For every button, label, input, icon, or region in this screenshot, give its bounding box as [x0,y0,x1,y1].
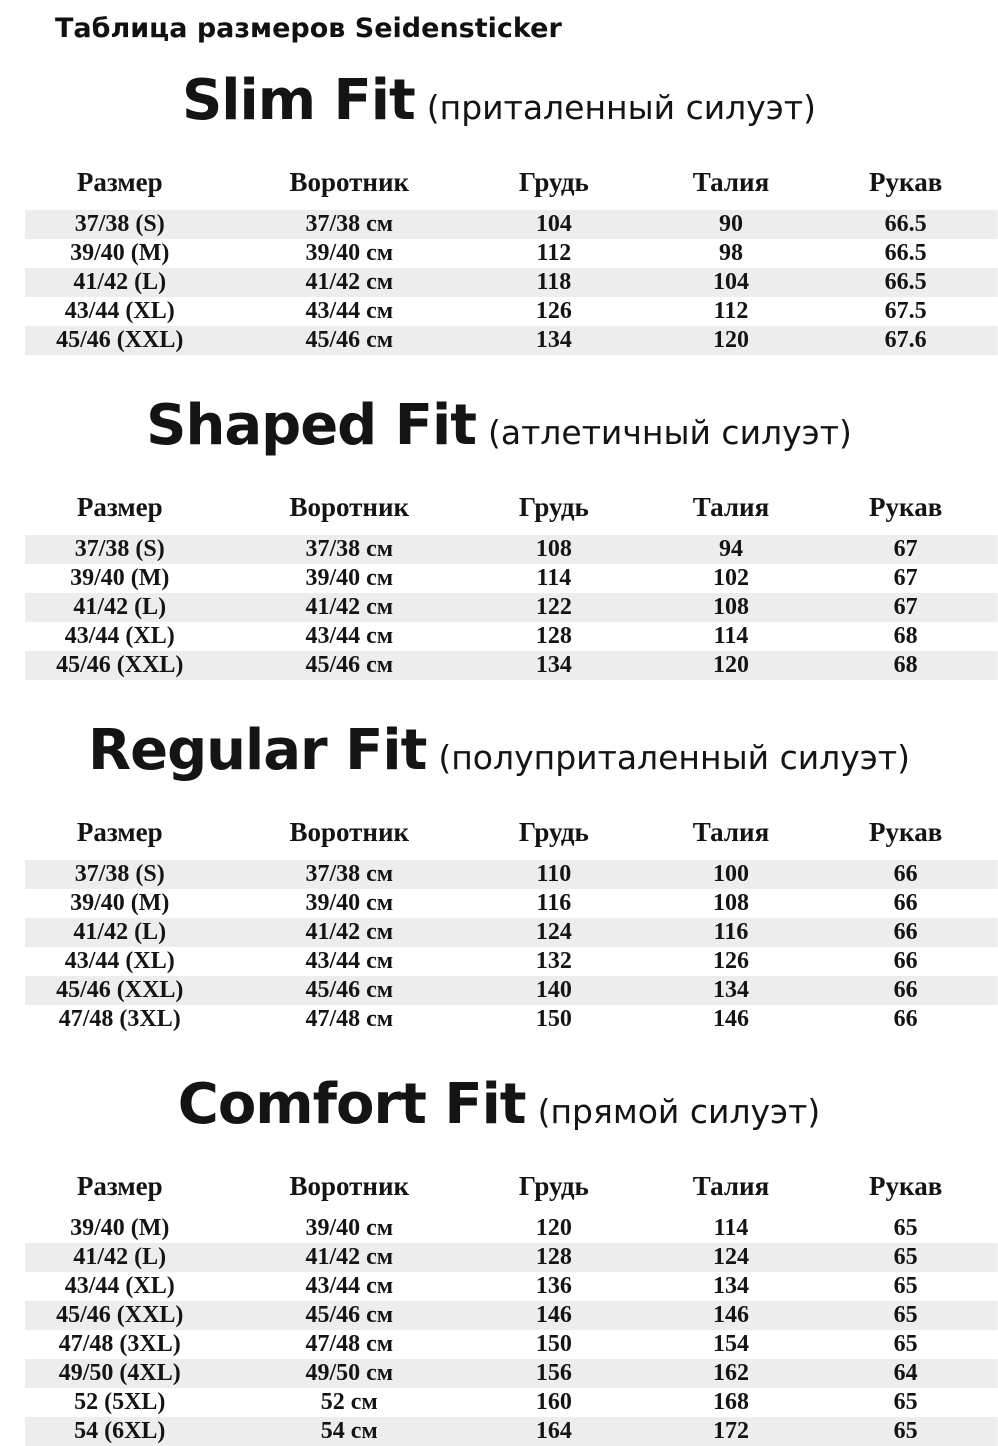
cell-chest: 156 [535,1360,572,1386]
col-header-size: Размер [76,492,163,522]
col-header-size: Размер [76,167,163,197]
cell-chest: 146 [535,1302,572,1328]
cell-sleeve: 65 [893,1389,918,1415]
cell-waist: 120 [713,652,749,678]
table-row [0,1359,998,1388]
cell-chest: 134 [535,652,572,678]
cell-waist: 126 [713,948,749,974]
cell-collar: 43/44 см [305,948,394,974]
cell-sleeve: 67 [893,536,918,562]
cell-size: 37/38 (S) [74,861,165,887]
cell-size: 45/46 (XXL) [56,327,184,353]
cell-sleeve: 65 [893,1331,918,1357]
col-header-waist: Талия [692,167,770,197]
fit-subtitle: (полуприталенный силуэт) [438,738,910,777]
cell-chest: 128 [535,1244,572,1270]
col-header-chest: Грудь [518,817,589,847]
cell-waist: 94 [719,536,743,562]
fit-name: Shaped Fit [146,393,476,458]
shaped-fit-table [0,473,998,680]
cell-sleeve: 68 [893,652,918,678]
col-header-waist: Талия [692,817,770,847]
table-row [0,535,998,564]
table-row [0,1330,998,1359]
header-row [0,473,998,535]
cell-sleeve: 66.5 [884,211,927,237]
cell-size: 41/42 (L) [73,594,167,620]
comfort-fit-title [0,1068,998,1152]
cell-size: 43/44 (XL) [64,623,175,649]
cell-waist: 120 [713,327,749,353]
col-header-collar: Воротник [289,492,410,522]
cell-collar: 52 см [320,1389,378,1415]
cell-chest: 164 [535,1418,572,1444]
header-row [0,1152,998,1214]
cell-waist: 168 [713,1389,749,1415]
col-header-sleeve: Рукав [869,167,943,197]
cell-collar: 43/44 см [305,298,394,324]
cell-size: 45/46 (XXL) [56,1302,184,1328]
table-row [0,326,998,355]
cell-collar: 49/50 см [305,1360,394,1386]
cell-sleeve: 65 [893,1215,918,1241]
cell-collar: 45/46 см [305,1302,394,1328]
cell-waist: 108 [713,594,749,620]
cell-size: 54 (6XL) [74,1418,166,1444]
table-row [0,210,998,239]
cell-chest: 118 [536,269,572,295]
cell-sleeve: 64 [893,1360,918,1386]
cell-chest: 114 [536,565,572,591]
cell-size: 43/44 (XL) [64,1273,175,1299]
cell-collar: 39/40 см [305,240,394,266]
section-comfort-fit [0,1068,998,1446]
fit-subtitle: (прямой силуэт) [537,1092,821,1131]
cell-sleeve: 67 [893,594,918,620]
fit-subtitle: (приталенный силуэт) [426,88,817,127]
cell-collar: 37/38 см [305,861,394,887]
table-row [0,1005,998,1034]
col-header-collar: Воротник [289,1171,410,1201]
cell-waist: 146 [713,1006,749,1032]
cell-waist: 162 [713,1360,749,1386]
cell-waist: 146 [713,1302,749,1328]
cell-waist: 104 [713,269,749,295]
cell-collar: 41/42 см [305,919,394,945]
cell-sleeve: 66 [893,1006,918,1032]
cell-waist: 134 [713,977,749,1003]
table-row [0,268,998,297]
cell-collar: 37/38 см [305,211,394,237]
cell-size: 39/40 (M) [70,890,170,916]
section-shaped-fit [0,389,998,680]
cell-sleeve: 66 [893,861,918,887]
col-header-waist: Талия [692,1171,770,1201]
fit-name: Comfort Fit [177,1072,526,1137]
cell-chest: 108 [535,536,572,562]
cell-chest: 140 [535,977,572,1003]
cell-collar: 47/48 см [305,1006,394,1032]
table-row [0,1301,998,1330]
cell-chest: 136 [535,1273,572,1299]
cell-waist: 154 [713,1331,749,1357]
cell-waist: 124 [713,1244,749,1270]
comfort-fit-table [0,1152,998,1446]
cell-chest: 126 [535,298,572,324]
cell-collar: 43/44 см [305,1273,394,1299]
table-row [0,1243,998,1272]
cell-waist: 98 [719,240,743,266]
cell-chest: 132 [535,948,572,974]
col-header-chest: Грудь [518,492,589,522]
col-header-sleeve: Рукав [869,1171,943,1201]
fit-name: Slim Fit [181,68,415,133]
cell-chest: 110 [536,861,572,887]
cell-size: 43/44 (XL) [64,298,175,324]
cell-sleeve: 66 [893,890,918,916]
cell-collar: 45/46 см [305,977,394,1003]
cell-sleeve: 67.5 [884,298,927,324]
cell-size: 49/50 (4XL) [58,1360,181,1386]
col-header-waist: Талия [692,492,770,522]
cell-sleeve: 66 [893,919,918,945]
cell-chest: 150 [535,1006,572,1032]
cell-waist: 102 [713,565,749,591]
cell-sleeve: 65 [893,1273,918,1299]
cell-sleeve: 67.6 [884,327,927,353]
col-header-chest: Грудь [518,167,589,197]
cell-collar: 37/38 см [305,536,394,562]
shaped-fit-title [0,389,998,473]
cell-size: 45/46 (XXL) [56,652,184,678]
col-header-sleeve: Рукав [869,817,943,847]
cell-size: 43/44 (XL) [64,948,175,974]
cell-size: 37/38 (S) [74,211,165,237]
cell-chest: 160 [535,1389,572,1415]
cell-chest: 122 [535,594,572,620]
cell-size: 37/38 (S) [74,536,165,562]
cell-waist: 114 [713,623,749,649]
cell-waist: 172 [713,1418,749,1444]
table-row [0,860,998,889]
cell-sleeve: 67 [893,565,918,591]
cell-collar: 43/44 см [305,623,394,649]
cell-collar: 54 см [320,1418,378,1444]
slim-fit-table [0,148,998,355]
regular-fit-table [0,798,998,1034]
table-row [0,1417,998,1446]
table-row [0,239,998,268]
header-row [0,148,998,210]
cell-collar: 45/46 см [305,652,394,678]
cell-size: 39/40 (M) [70,1215,170,1241]
cell-size: 41/42 (L) [73,1244,167,1270]
cell-collar: 47/48 см [305,1331,394,1357]
cell-chest: 134 [535,327,572,353]
table-row [0,976,998,1005]
cell-chest: 120 [535,1215,572,1241]
cell-collar: 41/42 см [305,594,394,620]
table-row [0,297,998,326]
cell-size: 52 (5XL) [74,1389,166,1415]
cell-collar: 39/40 см [305,890,394,916]
cell-size: 39/40 (M) [70,565,170,591]
cell-collar: 45/46 см [305,327,394,353]
cell-waist: 116 [713,919,749,945]
table-row [0,622,998,651]
cell-chest: 150 [535,1331,572,1357]
cell-sleeve: 66.5 [884,240,927,266]
fit-name: Regular Fit [87,718,427,783]
cell-chest: 128 [535,623,572,649]
cell-chest: 112 [536,240,572,266]
cell-collar: 41/42 см [305,269,394,295]
cell-waist: 100 [713,861,749,887]
section-slim-fit [0,64,998,355]
cell-collar: 39/40 см [305,1215,394,1241]
cell-collar: 39/40 см [305,565,394,591]
table-row [0,564,998,593]
col-header-collar: Воротник [289,817,410,847]
cell-waist: 90 [719,211,743,237]
table-row [0,1272,998,1301]
cell-size: 45/46 (XXL) [56,977,184,1003]
col-header-size: Размер [76,1171,163,1201]
slim-fit-title [0,64,998,148]
table-row [0,918,998,947]
cell-waist: 114 [713,1215,749,1241]
col-header-sleeve: Рукав [869,492,943,522]
cell-chest: 116 [536,890,572,916]
cell-waist: 108 [713,890,749,916]
cell-sleeve: 66.5 [884,269,927,295]
cell-chest: 124 [535,919,572,945]
table-row [0,947,998,976]
cell-size: 39/40 (M) [70,240,170,266]
cell-sleeve: 68 [893,623,918,649]
fit-subtitle: (атлетичный силуэт) [487,413,852,452]
cell-sleeve: 66 [893,977,918,1003]
cell-size: 41/42 (L) [73,919,167,945]
header-row [0,798,998,860]
table-row [0,889,998,918]
cell-sleeve: 65 [893,1244,918,1270]
regular-fit-title [0,714,998,798]
col-header-chest: Грудь [518,1171,589,1201]
cell-size: 41/42 (L) [73,269,167,295]
cell-sleeve: 65 [893,1302,918,1328]
table-row [0,1214,998,1243]
col-header-size: Размер [76,817,163,847]
cell-chest: 104 [535,211,572,237]
cell-collar: 41/42 см [305,1244,394,1270]
cell-size: 47/48 (3XL) [58,1331,181,1357]
cell-sleeve: 65 [893,1418,918,1444]
cell-waist: 112 [713,298,749,324]
col-header-collar: Воротник [289,167,410,197]
cell-sleeve: 66 [893,948,918,974]
cell-size: 47/48 (3XL) [58,1006,181,1032]
table-row [0,593,998,622]
table-row [0,1388,998,1417]
table-row [0,651,998,680]
page-title: Таблица размеров Seidensticker [55,13,562,44]
section-regular-fit [0,714,998,1034]
cell-waist: 134 [713,1273,749,1299]
